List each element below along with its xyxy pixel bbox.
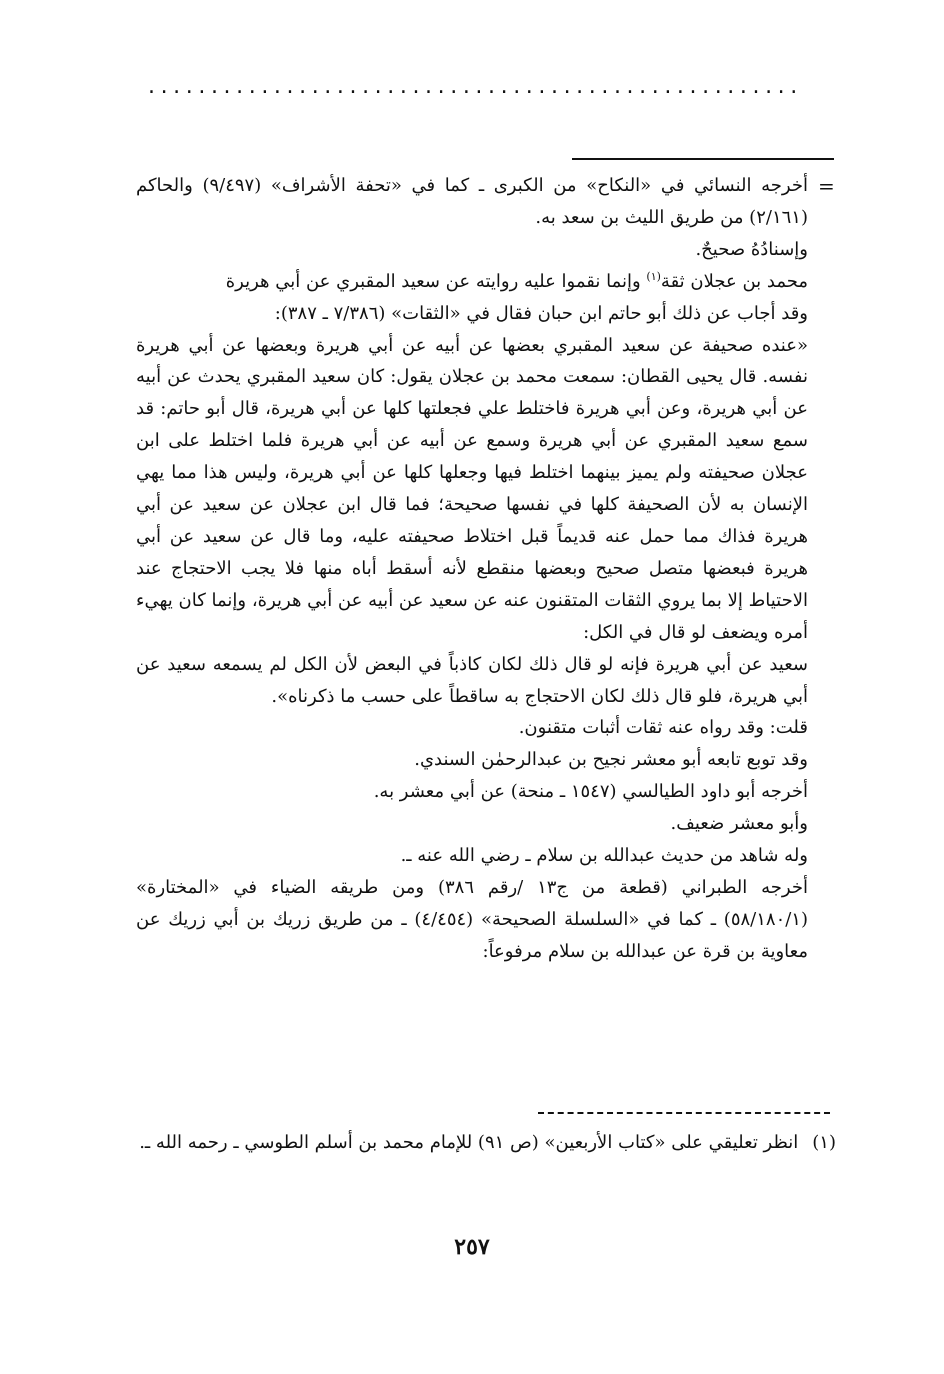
ibn-ajlan-text-start: محمد بن عجلان ثقة (660, 270, 808, 292)
paragraph: وقد توبع تابعه أبو معشر نجيح بن عبدالرحمٰن السندي. (414, 749, 808, 771)
quotation-continued: سعيد عن أبي هريرة فإنه لو قال ذلك لكان كاذباً في البعض لأن الكل لم يسمعه سعيد عن أبي هريرة، فلو قال ذلك لكان الاحتجاج به ساقطاً على حسب ما ذكرناه». (136, 653, 808, 707)
paragraph: قلت: وقد رواه عنه ثقات أثبات متقنون. (518, 717, 808, 739)
paragraph: وله شاهد من حديث عبدالله بن سلام ـ رضي الله عنه ـ. (400, 845, 808, 867)
paragraph: أخرجه الطبراني (قطعة من ج١٣ /رقم ٣٨٦) ومن طريقه الضياء في «المختارة» (٥٨/١٨٠/١) ـ كما في «السلسلة الصحيحة» (٤/٤٥٤) ـ من طريق زريك بن أبي زريك عن معاوية بن قرة عن عبدالله بن سلام مرفوعاً: (136, 876, 808, 962)
paragraph-ibn-ajlan (136, 266, 808, 298)
paragraph: وأبو معشر ضعيف. (670, 813, 808, 835)
paragraph: أخرجه النسائي في «النكاح» من الكبرى ـ كما في «تحفة الأشراف» (٩/٤٩٧) والحاكم (٢/١٦١) من طريق الليث بن سعد به. (136, 175, 808, 228)
footnote-reference: (١) (646, 269, 661, 283)
main-text (136, 170, 808, 968)
page-number: ٢٥٧ (454, 1234, 490, 1260)
footnote (136, 1126, 836, 1160)
continuation-mark: = (818, 174, 835, 198)
header-dotted-line: .................................................... (148, 76, 803, 98)
footnote-text: انظر تعليقي على «كتاب الأربعين» (ص ٩١) للإمام محمد بن أسلم الطوسي ـ رحمه الله ـ. (139, 1132, 799, 1153)
quotation: «عنده صحيفة عن سعيد المقبري بعضها عن أبيه عن أبي هريرة وبعضها عن أبي هريرة نفسه. قال يحيى القطان: سمعت محمد بن عجلان يقول: كان سعيد المقبري يحدث عن أبيه عن أبي هريرة، وعن أبي هريرة فاختلط علي فجعلتها كلها عن أبي هريرة، قال أبو حاتم: قد سمع سعيد المقبري عن أبي هريرة وسمع عن أبيه عن أبي هريرة فلما اختلط على ابن عجلان صحيفته ولم يميز بينهما اختلط فيها وجعلها كلها عن أبي هريرة، وليس هذا مما يهي الإنسان به لأن الصحيفة كلها في نفسها صحيحة؛ فما قال ابن عجلان عن سعيد عن أبي هريرة فذاك مما حمل عنه قديماً قبل اختلاط صحيفته عليه، وما قال عن سعيد عن أبي هريرة فبعضها متصل صحيح وبعضها منقطع لأنه أسقط أباه منها فلا يجب الاحتجاج عند الاحتياط إلا بما يروي الثقات المتقنون عنه عن سعيد عن أبيه عن أبي هريرة، وإنما كان يهيء أمره ويضعف لو قال في الكل: (136, 334, 808, 643)
paragraph: أخرجه أبو داود الطيالسي (١٥٤٧ ـ منحة) عن أبي معشر به. (373, 781, 808, 803)
footnote-separator (538, 1112, 830, 1114)
ibn-ajlan-text-end: وإنما نقموا عليه روايته عن سعيد المقبري عن أبي هريرة (225, 270, 647, 292)
footnote-number: (١) (812, 1132, 836, 1153)
paragraph: وإسنادُهُ صحيحٌ. (695, 238, 808, 260)
paragraph: وقد أجاب عن ذلك أبو حاتم ابن حبان فقال في «الثقات» (٧/٣٨٦ ـ ٣٨٧): (274, 302, 808, 324)
continuation-rule (572, 158, 834, 160)
